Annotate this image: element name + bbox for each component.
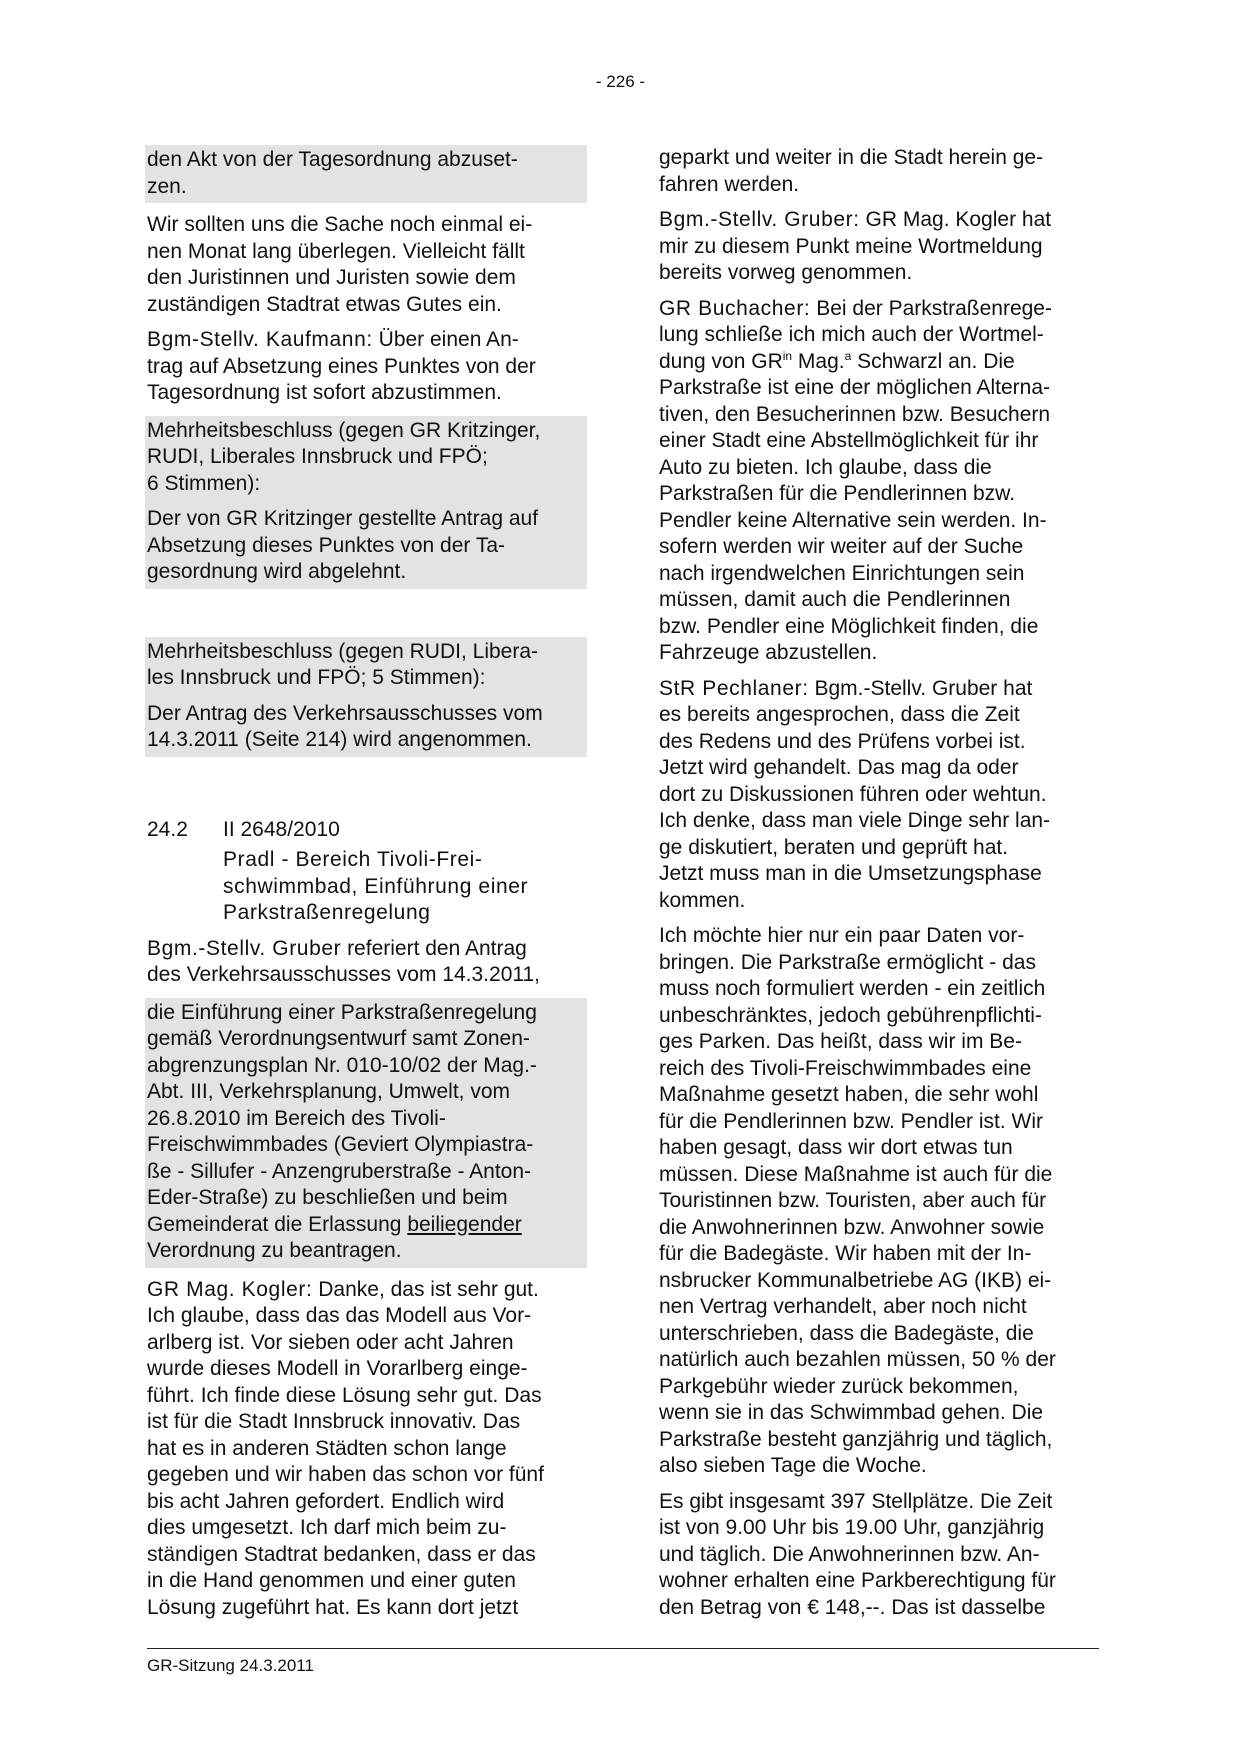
text-line: die Einführung einer Parkstraßenregelung xyxy=(147,1000,537,1024)
paragraph-pechlaner xyxy=(659,676,1099,915)
text-line: unterschrieben, dass die Badegäste, die xyxy=(659,1321,1034,1345)
text-line: führt. Ich finde diese Lösung sehr gut. Das xyxy=(147,1383,542,1407)
text-line: ge diskutiert, beraten und geprüft hat. xyxy=(659,835,1009,859)
text-line: ist von 9.00 Uhr bis 19.00 Uhr, ganzjährig xyxy=(659,1516,1045,1539)
text-line: dort zu Diskussionen führen oder wehtun. xyxy=(659,782,1047,806)
text-line: Pendler keine Alternative sein werden. In- xyxy=(659,508,1047,532)
text-line: fahren werden. xyxy=(659,172,800,196)
text-line: Jetzt muss man in die Umsetzungsphase xyxy=(659,862,1042,885)
text-line: abgrenzungsplan Nr. 010-10/02 der Mag.- xyxy=(147,1053,537,1077)
text-line: lung schließe ich mich auch der Wortmel- xyxy=(659,323,1044,346)
text-line: Ich möchte hier nur ein paar Daten vor- xyxy=(659,924,1025,947)
text-line: Absetzung dieses Punktes von der Ta- xyxy=(147,533,505,557)
agenda-item-title xyxy=(223,847,587,927)
paragraph-statement xyxy=(147,212,587,318)
text-line: kommen. xyxy=(659,888,746,912)
text-line: 14.3.2011 (Seite 214) wird angenommen. xyxy=(147,728,532,751)
text-line: unbeschränktes, jedoch gebührenpflichti- xyxy=(659,1003,1042,1027)
text-line: GR Mag. Kogler hat xyxy=(859,208,1052,231)
text-line: gegeben und wir haben das schon vor fünf xyxy=(147,1463,544,1486)
text-line: muss noch formuliert werden - ein zeitlich xyxy=(659,977,1046,1000)
text-line: tiven, den Besucherinnen bzw. Besuchern xyxy=(659,402,1051,426)
text-line: ges Parken. Das heißt, dass wir im Be- xyxy=(659,1030,1022,1053)
text-line: nen Monat lang überlegen. Vielleicht fällt xyxy=(147,239,525,263)
text-line: Ich glaube, dass das das Modell aus Vor- xyxy=(147,1304,532,1327)
agenda-item-heading xyxy=(147,817,587,844)
text-fragment: dung von GR xyxy=(659,349,783,373)
text-line: Verordnung zu beantragen. xyxy=(147,1239,402,1262)
text-line: für die Pendlerinnen bzw. Pendler ist. Wir xyxy=(659,1109,1044,1133)
text-line: es bereits angesprochen, dass die Zeit xyxy=(659,703,1020,726)
text-line xyxy=(147,1212,583,1239)
text-line: Eder-Straße) zu beschließen und beim xyxy=(147,1186,508,1209)
resolution-text xyxy=(147,506,583,586)
text-line: ße - Sillufer - Anzengruberstraße - Anton- xyxy=(147,1159,531,1183)
text-line: referiert den Antrag xyxy=(341,936,527,960)
text-line: 6 Stimmen): xyxy=(147,471,261,495)
paragraph-buchacher xyxy=(659,296,1099,667)
text-line: bereits vorweg genommen. xyxy=(659,261,913,284)
paragraph-continuation xyxy=(659,145,1099,198)
text-line: müssen, damit auch die Pendlerinnen xyxy=(659,588,1011,611)
agenda-item-number: 24.2 xyxy=(147,817,188,841)
text-line: den Akt von der Tagesordnung abzuset- xyxy=(147,148,518,171)
text-line: Bgm.-Stellv. Gruber hat xyxy=(808,676,1033,700)
text-line: nach irgendwelchen Einrichtungen sein xyxy=(659,561,1025,585)
text-line: mir zu diesem Punkt meine Wortmeldung xyxy=(659,234,1043,258)
superscript: a xyxy=(844,348,852,363)
speaker-name: Bgm.-Stellv. Gruber: xyxy=(659,208,860,231)
text-line: Maßnahme gesetzt haben, die sehr wohl xyxy=(659,1083,1039,1106)
text-line: trag auf Absetzung eines Punktes von der xyxy=(147,354,536,378)
text-line: gesordnung wird abgelehnt. xyxy=(147,560,407,583)
speaker-name: GR Mag. Kogler: xyxy=(147,1277,313,1301)
text-line: RUDI, Liberales Innsbruck und FPÖ; xyxy=(147,445,488,468)
text-line: Touristinnen bzw. Touristen, aber auch für xyxy=(659,1189,1047,1212)
text-fragment: Schwarzl an. Die xyxy=(851,349,1015,373)
text-line: Lösung zugeführt hat. Es kann dort jetzt xyxy=(147,1595,519,1619)
text-line: Es gibt insgesamt 397 Stellplätze. Die Zeit xyxy=(659,1489,1053,1513)
paragraph-data xyxy=(659,923,1099,1480)
text-line: 26.8.2010 im Bereich des Tivoli- xyxy=(147,1106,446,1130)
text-line: einer Stadt eine Abstellmöglichkeit für ihr xyxy=(659,429,1039,452)
text-line: die Anwohnerinnen bzw. Anwohner sowie xyxy=(659,1215,1045,1239)
text-line: Mehrheitsbeschluss (gegen GR Kritzinger, xyxy=(147,418,541,442)
agenda-item-ref: II 2648/2010 xyxy=(223,817,340,841)
text-line: Auto zu bieten. Ich glaube, dass die xyxy=(659,455,992,479)
text-line: reich des Tivoli-Freischwimmbades eine xyxy=(659,1056,1032,1080)
text-line: wurde dieses Modell in Vorarlberg einge- xyxy=(147,1357,528,1380)
text-line: hat es in anderen Städten schon lange xyxy=(147,1436,507,1460)
text-line: Parkstraßenregelung xyxy=(223,901,431,924)
shaded-block-resolution-2 xyxy=(145,637,587,757)
text-line: nsbrucker Kommunalbetriebe AG (IKB) ei- xyxy=(659,1268,1052,1292)
text-line: zuständigen Stadtrat etwas Gutes ein. xyxy=(147,292,502,316)
text-line: ist für die Stadt Innsbruck innovativ. Das xyxy=(147,1410,521,1433)
text-line: Tagesordnung ist sofort abzustimmen. xyxy=(147,381,502,404)
speaker-name: StR Pechlaner: xyxy=(659,676,809,700)
superscript: in xyxy=(782,348,793,363)
paragraph-gruber-report xyxy=(147,936,587,989)
text-line: bzw. Pendler eine Möglichkeit finden, die xyxy=(659,614,1039,638)
text-line: in die Hand genommen und einer guten xyxy=(147,1569,516,1592)
page-number: - 226 - xyxy=(595,72,646,91)
footer-session: GR-Sitzung 24.3.2011 xyxy=(147,1656,314,1675)
text-line: und täglich. Die Anwohnerinnen bzw. An- xyxy=(659,1542,1040,1566)
text-line: Mehrheitsbeschluss (gegen RUDI, Libera- xyxy=(147,639,539,663)
speaker-name: Bgm-Stellv. Kaufmann: xyxy=(147,328,373,351)
speaker-name: GR Buchacher: xyxy=(659,296,811,320)
text-line: wohner erhalten eine Parkberechtigung für xyxy=(659,1569,1056,1592)
text-line: ständigen Stadtrat bedanken, dass er das xyxy=(147,1542,536,1566)
left-column xyxy=(147,145,587,1630)
text-line: Fahrzeuge abzustellen. xyxy=(659,641,878,664)
text-line: müssen. Diese Maßnahme ist auch für die xyxy=(659,1162,1053,1186)
text-line: des Verkehrsausschusses vom 14.3.2011, xyxy=(147,963,541,986)
text-line: bringen. Die Parkstraße ermöglicht - das xyxy=(659,950,1036,974)
resolution-vote xyxy=(147,418,583,498)
text-line: nen Vertrag verhandelt, aber noch nicht xyxy=(659,1295,1027,1318)
speaker-name: Bgm.-Stellv. Gruber xyxy=(147,936,342,960)
text-line: Abt. III, Verkehrsplanung, Umwelt, vom xyxy=(147,1080,510,1103)
text-line: Freischwimmbades (Geviert Olympiastra- xyxy=(147,1133,534,1156)
text-line: Der von GR Kritzinger gestellte Antrag auf xyxy=(147,507,539,530)
text-line: arlberg ist. Vor sieben oder acht Jahren xyxy=(147,1330,514,1354)
text-line: Danke, das ist sehr gut. xyxy=(312,1277,539,1301)
paragraph-gruber xyxy=(659,207,1099,287)
text-line: des Redens und des Prüfens vorbei ist. xyxy=(659,729,1026,753)
text-line: Parkstraße besteht ganzjährig und täglich, xyxy=(659,1427,1053,1451)
text-line: Über einen An- xyxy=(372,328,519,351)
text-fragment: Gemeinderat die Erlassung xyxy=(147,1212,408,1236)
text-line: Parkstraßen für die Pendlerinnen bzw. xyxy=(659,482,1016,505)
shaded-block-agenda xyxy=(145,145,587,203)
text-line: natürlich auch bezahlen müssen, 50 % der xyxy=(659,1348,1056,1371)
text-line: also sieben Tage die Woche. xyxy=(659,1454,927,1477)
text-line: haben gesagt, dass wir dort etwas tun xyxy=(659,1136,1013,1159)
text-line: geparkt und weiter in die Stadt herein ge- xyxy=(659,146,1044,169)
text-line xyxy=(659,350,1015,373)
resolution-vote xyxy=(147,639,583,692)
footer-divider xyxy=(147,1648,1099,1649)
text-line: dies umgesetzt. Ich darf mich beim zu- xyxy=(147,1516,507,1539)
text-line: gemäß Verordnungsentwurf samt Zonen- xyxy=(147,1027,530,1050)
text-line: Wir sollten uns die Sache noch einmal ei- xyxy=(147,213,533,236)
text-line: Jetzt wird gehandelt. Das mag da oder xyxy=(659,756,1019,779)
resolution-text xyxy=(147,701,583,754)
text-line: Bei der Parkstraßenrege- xyxy=(810,296,1052,320)
text-line: den Juristinnen und Juristen sowie dem xyxy=(147,266,516,289)
text-line: Der Antrag des Verkehrsausschusses vom xyxy=(147,701,543,725)
text-line: für die Badegäste. Wir haben mit der In- xyxy=(659,1242,1032,1265)
paragraph-kogler xyxy=(147,1277,587,1622)
text-line: Parkgebühr wieder zurück bekommen, xyxy=(659,1374,1019,1398)
text-line: wenn sie in das Schwimmbad gehen. Die xyxy=(659,1401,1044,1424)
text-line: bis acht Jahren gefordert. Endlich wird xyxy=(147,1489,505,1513)
text-line: Parkstraße ist eine der möglichen Alterna- xyxy=(659,376,1051,399)
text-line: schwimmbad, Einführung einer xyxy=(223,874,529,898)
right-column xyxy=(659,145,1099,1630)
text-line: zen. xyxy=(147,174,187,198)
text-line: Ich denke, dass man viele Dinge sehr lan- xyxy=(659,809,1051,832)
paragraph-kaufmann xyxy=(147,327,587,407)
text-fragment: Mag. xyxy=(792,349,845,373)
shaded-block-resolution-1 xyxy=(145,416,587,589)
text-line: les Innsbruck und FPÖ; 5 Stimmen): xyxy=(147,666,486,689)
shaded-block-motion xyxy=(145,998,587,1268)
underlined-word: beiliegender xyxy=(407,1212,522,1236)
paragraph-parking-spaces xyxy=(659,1489,1099,1622)
text-line: sofern werden wir weiter auf der Suche xyxy=(659,535,1024,558)
text-line: Pradl - Bereich Tivoli-Frei- xyxy=(223,848,483,871)
text-line: den Betrag von € 148,--. Das ist dasselbe xyxy=(659,1595,1046,1619)
